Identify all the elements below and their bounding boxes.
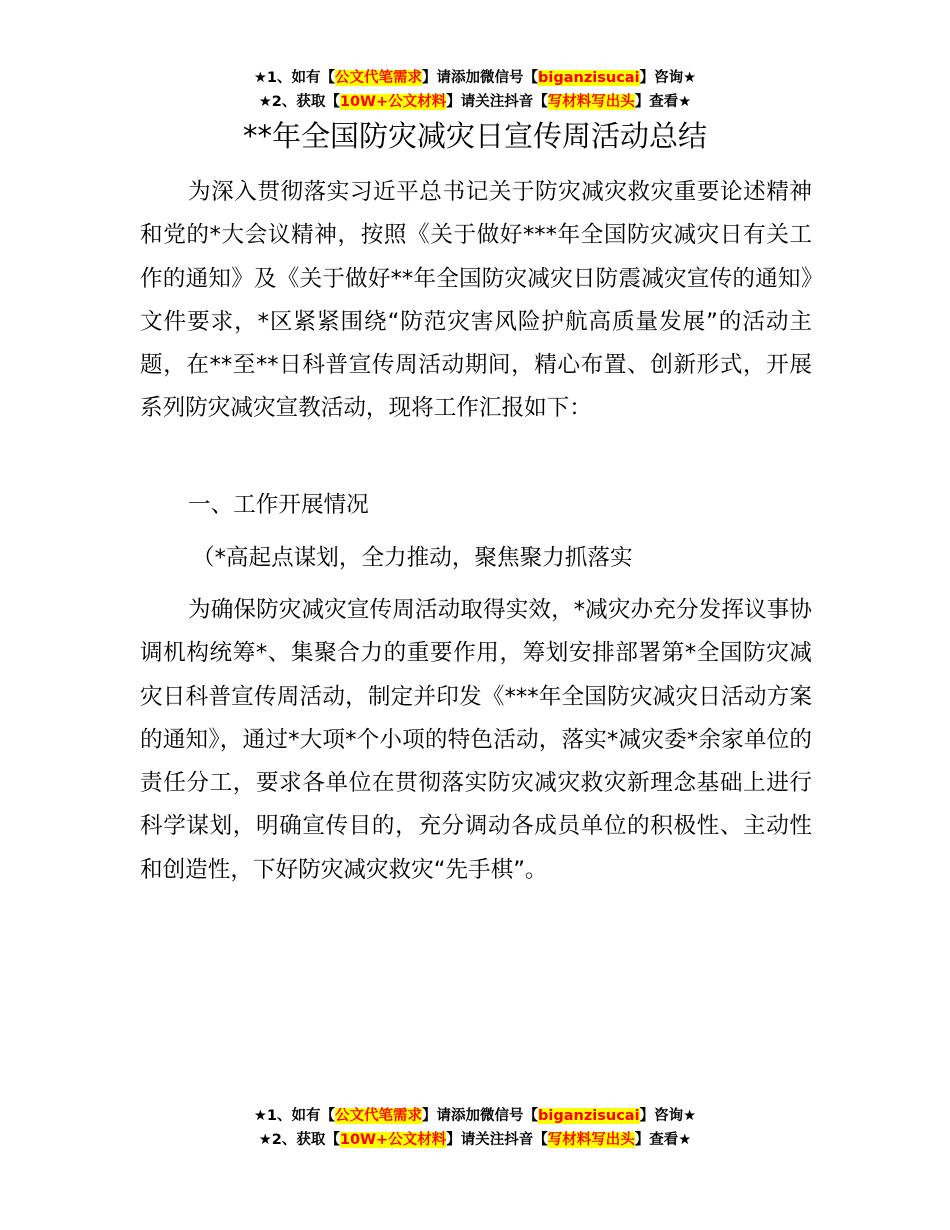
banner-highlight: 10W+公文材料 <box>339 94 447 110</box>
banner-highlight: 写材料写出头 <box>547 94 635 110</box>
subsection-heading: （*高起点谋划，全力推动，聚焦聚力抓落实 <box>192 545 633 571</box>
section-paragraph: 为确保防灾减灾宣传周活动取得实效，*减灾办充分发挥议事协调机构统筹*、集聚合力的重要作用，筹划安排部署第*全国防灾减灾日科普宣传周活动，制定并印发《***年全国防灾减灾日活动方案的通知》，通过*大项*个小项的特色活动，落实*减灾委*余家单位的责任分工，要求各单位在贯彻落实防灾减灾救灾新理念基础上进行科学谋划，明确宣传目的，充分调动各成员单位的积极性、主动性和创造性，下好防灾减灾救灾“先手棋”。 <box>140 597 812 883</box>
banner-text: ★2、获取【 <box>258 1132 340 1148</box>
banner-text: 】请添加微信号【 <box>422 70 539 86</box>
header-banner <box>0 66 950 114</box>
banner-line-1 <box>0 66 950 90</box>
banner-line-2 <box>0 1128 950 1152</box>
banner-text: ★1、如有【 <box>253 70 336 86</box>
section-heading: 一、工作开展情况 <box>188 492 369 518</box>
banner-text: ★2、获取【 <box>258 94 340 110</box>
banner-highlight: 公文代笔需求 <box>335 1108 423 1124</box>
banner-text: 】咨询★ <box>639 70 697 86</box>
footer-banner <box>0 1104 950 1152</box>
intro-paragraph: 为深入贯彻落实习近平总书记关于防灾减灾救灾重要论述精神和党的*大会议精神，按照《关于做好***年全国防灾减灾日有关工作的通知》及《关于做好**年全国防灾减灾日防震减灾宣传的通知》文件要求，*区紧紧围绕“防范灾害风险护航高质量发展”的活动主题，在**至**日科普宣传周活动期间，精心布置、创新形式，开展系列防灾减灾宣教活动，现将工作汇报如下： <box>140 179 812 422</box>
banner-highlight: 10W+公文材料 <box>339 1132 447 1148</box>
banner-text: 】查看★ <box>634 1132 692 1148</box>
banner-line-2 <box>0 90 950 114</box>
banner-line-1 <box>0 1104 950 1128</box>
banner-highlight: biganzisucai <box>538 1108 640 1124</box>
document-title: **年全国防灾减灾日宣传周活动总结 <box>242 119 707 153</box>
banner-highlight: 写材料写出头 <box>547 1132 635 1148</box>
banner-text: 】查看★ <box>634 94 692 110</box>
banner-text: 】请关注抖音【 <box>446 1132 548 1148</box>
banner-text: ★1、如有【 <box>253 1108 336 1124</box>
banner-text: 】请添加微信号【 <box>422 1108 539 1124</box>
banner-text: 】请关注抖音【 <box>446 94 548 110</box>
banner-text: 】咨询★ <box>639 1108 697 1124</box>
banner-highlight: biganzisucai <box>538 70 640 86</box>
banner-highlight: 公文代笔需求 <box>335 70 423 86</box>
